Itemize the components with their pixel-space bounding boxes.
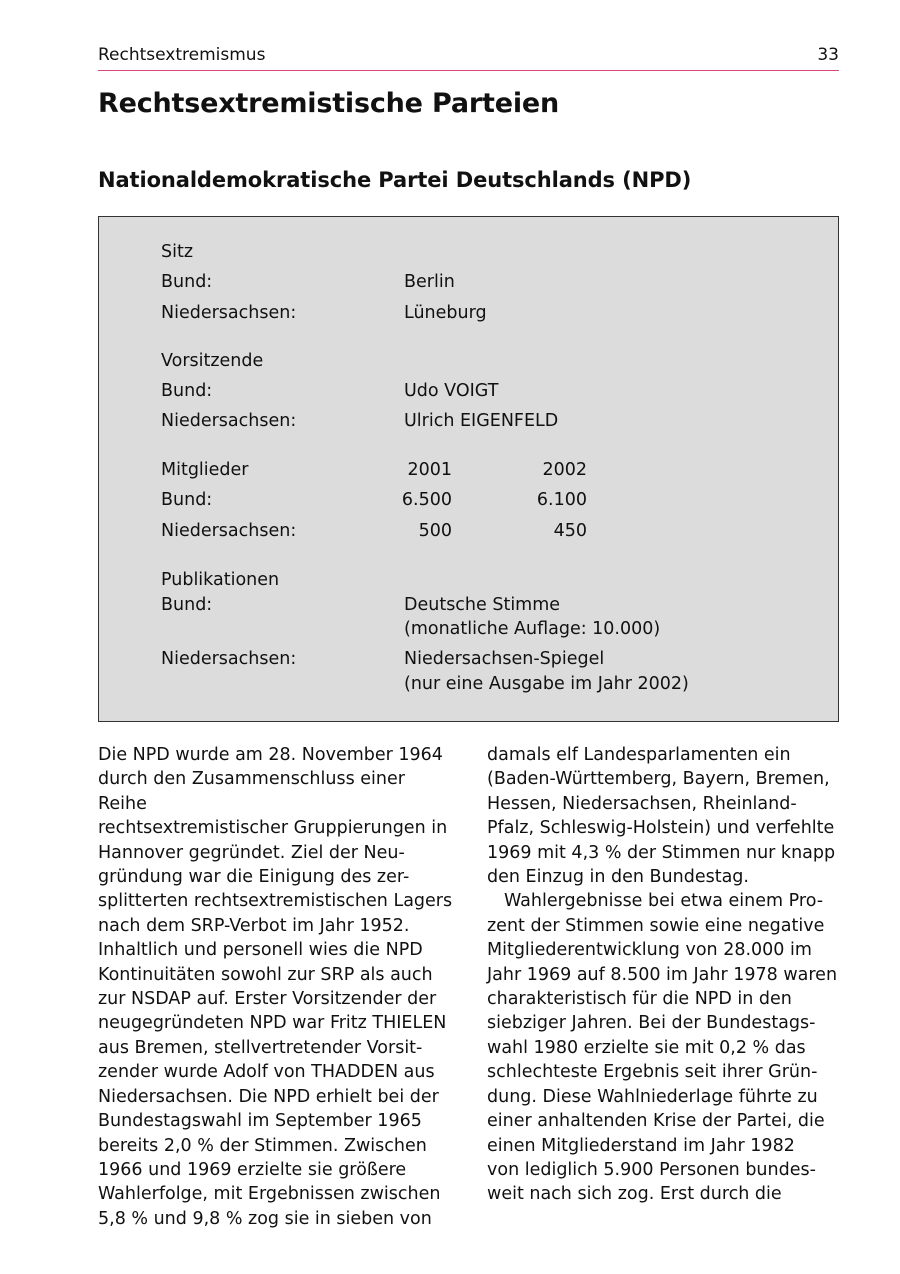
- page-header: [98, 42, 839, 71]
- text-line: von lediglich 5.900 Personen bundes-: [487, 1159, 816, 1180]
- publikationen-nds-label: Niedersachsen:: [161, 649, 297, 669]
- text-line: bereits 2,0 % der Stimmen. Zwischen: [98, 1135, 427, 1156]
- text-line: Wahlergebnisse bei etwa einem Pro-: [504, 891, 824, 912]
- vorsitzende-nds-label: Niedersachsen:: [161, 411, 297, 431]
- text-line: Bundestagswahl im September 1965: [98, 1111, 422, 1132]
- mitglieder-nds-2002: 450: [553, 521, 587, 541]
- body-paragraph: [487, 743, 842, 889]
- mitglieder-nds-label: Niedersachsen:: [161, 521, 297, 541]
- text-line: gründung war die Einigung des zer-: [98, 867, 410, 888]
- text-line: nach dem SRP-Verbot im Jahr 1952.: [98, 915, 410, 936]
- sitz-bund-value: Berlin: [404, 272, 455, 292]
- text-line: splitterten rechtsextremistischen Lagers: [98, 891, 453, 912]
- sitz-heading: Sitz: [161, 242, 194, 262]
- vorsitzende-nds-value: Ulrich EIGENFELD: [404, 411, 559, 431]
- publikationen-bund-label: Bund:: [161, 595, 213, 615]
- text-line: siebziger Jahren. Bei der Bundestags-: [487, 1013, 816, 1034]
- publikationen-heading: Publikationen: [161, 570, 280, 590]
- text-line: Inhaltlich und personell wies die NPD: [98, 940, 423, 961]
- text-line: 5,8 % und 9,8 % zog sie in sieben von: [98, 1208, 432, 1229]
- text-line: weit nach sich zog. Erst durch die: [487, 1184, 782, 1205]
- mitglieder-bund-label: Bund:: [161, 490, 213, 510]
- sitz-bund-label: Bund:: [161, 272, 213, 292]
- mitglieder-bund-2001: 6.500: [401, 490, 452, 510]
- text-line: Kontinuitäten sowohl zur SRP als auch: [98, 964, 433, 985]
- text-line: (Baden-Württemberg, Bayern, Bremen,: [487, 769, 830, 790]
- running-title: Rechtsextremismus: [98, 45, 266, 65]
- mitglieder-year-2002: 2002: [542, 460, 587, 480]
- text-line: rechtsextremistischer Gruppierungen in: [98, 818, 448, 839]
- text-line: dung. Diese Wahlniederlage führte zu: [487, 1086, 818, 1107]
- text-line: zender wurde Adolf von THADDEN aus: [98, 1062, 435, 1083]
- mitglieder-heading: Mitglieder: [161, 460, 249, 480]
- sitz-nds-value: Lüneburg: [404, 303, 487, 323]
- text-line: charakteristisch für die NPD in den: [487, 989, 792, 1010]
- vorsitzende-heading: Vorsitzende: [161, 351, 264, 371]
- text-line: Hessen, Niedersachsen, Rheinland-: [487, 793, 797, 814]
- mitglieder-year-2001: 2001: [407, 460, 452, 480]
- publikationen-bund-note: (monatliche Auflage: 10.000): [404, 619, 661, 639]
- text-line: zur NSDAP auf. Erster Vorsitzender der: [98, 989, 437, 1010]
- text-line: 1966 und 1969 erzielte sie größere: [98, 1159, 407, 1180]
- vorsitzende-bund-label: Bund:: [161, 381, 213, 401]
- page-number: 33: [817, 45, 839, 65]
- page-title: Rechtsextremistische Parteien: [98, 88, 560, 119]
- publikationen-bund-title: Deutsche Stimme: [404, 595, 561, 615]
- text-line: Hannover gegründet. Ziel der Neu-: [98, 842, 405, 863]
- info-box: [98, 216, 839, 722]
- text-line: aus Bremen, stellvertretender Vorsit-: [98, 1037, 423, 1058]
- body-column-right: [487, 743, 842, 1207]
- text-line: schlechteste Ergebnis seit ihrer Grün-: [487, 1062, 818, 1083]
- mitglieder-nds-2001: 500: [418, 521, 452, 541]
- vorsitzende-bund-value: Udo VOIGT: [404, 381, 499, 401]
- text-line: Jahr 1969 auf 8.500 im Jahr 1978 waren: [487, 964, 838, 985]
- text-line: durch den Zusammenschluss einer Reihe: [98, 769, 405, 814]
- sitz-nds-label: Niedersachsen:: [161, 303, 297, 323]
- text-line: einen Mitgliederstand im Jahr 1982: [487, 1135, 795, 1156]
- text-line: Pfalz, Schleswig-Holstein) und verfehlte: [487, 818, 835, 839]
- publikationen-nds-note: (nur eine Ausgabe im Jahr 2002): [404, 674, 689, 694]
- text-line: damals elf Landesparlamenten ein: [487, 745, 791, 765]
- text-line: Die NPD wurde am 28. November 1964: [98, 745, 443, 765]
- text-line: zent der Stimmen sowie eine negative: [487, 915, 825, 936]
- body-paragraph: [487, 889, 842, 1206]
- text-line: 1969 mit 4,3 % der Stimmen nur knapp: [487, 842, 836, 863]
- text-line: Niedersachsen. Die NPD erhielt bei der: [98, 1086, 439, 1107]
- section-title: Nationaldemokratische Partei Deutschlands (NPD): [98, 168, 692, 192]
- body-paragraph: [98, 743, 453, 1231]
- text-line: Wahlerfolge, mit Ergebnissen zwischen: [98, 1184, 441, 1205]
- mitglieder-bund-2002: 6.100: [536, 490, 587, 510]
- text-line: neugegründeten NPD war Fritz THIELEN: [98, 1013, 447, 1034]
- publikationen-nds-title: Niedersachsen-Spiegel: [404, 649, 605, 669]
- text-line: einer anhaltenden Krise der Partei, die: [487, 1111, 825, 1132]
- text-line: den Einzug in den Bundestag.: [487, 867, 749, 888]
- text-line: Mitgliederentwicklung von 28.000 im: [487, 940, 812, 961]
- text-line: wahl 1980 erzielte sie mit 0,2 % das: [487, 1037, 806, 1058]
- body-column-left: [98, 743, 453, 1231]
